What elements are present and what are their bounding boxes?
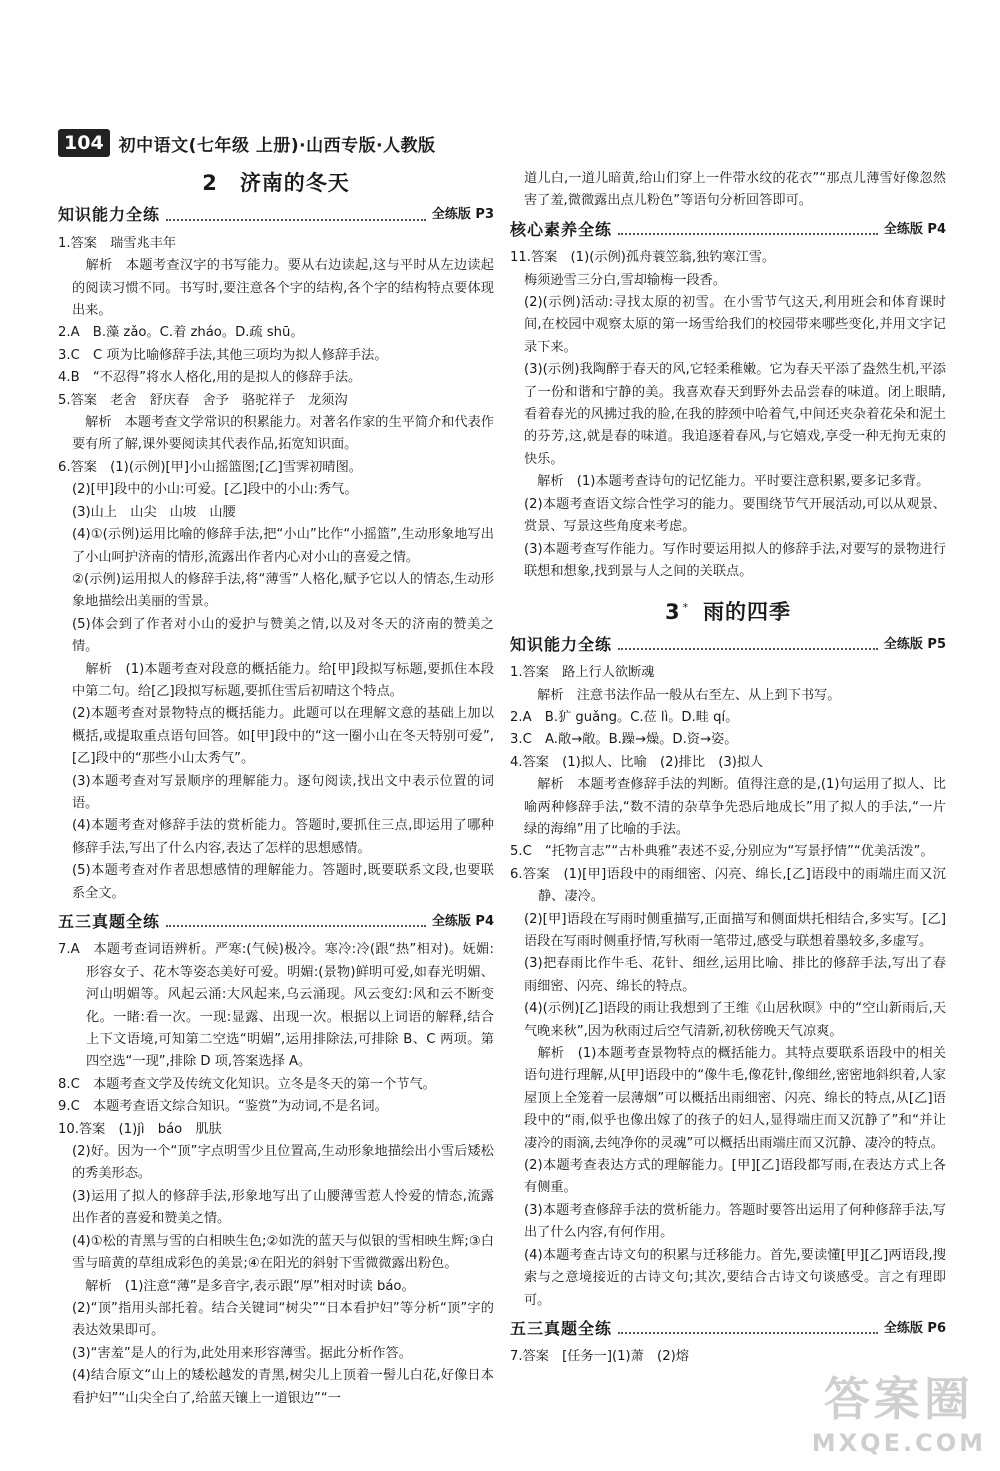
text-line: (3)山上 山尖 山坡 山腰 [72,504,236,520]
answer-block [510,168,946,213]
section-page: 全练版 P4 [431,914,494,929]
section-header [510,219,946,241]
text-line: 10.答案 (1)jì báo 肌肤 [58,1121,222,1137]
lesson-name: 雨的四季 [703,600,792,625]
lesson-number: 3 [664,600,681,625]
text-line: (3)本题考查写作能力。写作时要运用拟人的修辞手法,对要写的景物进行联想和想象,找到景与人之间的关联点。 [524,541,946,579]
text-line: (2)本题考查对景物特点的概括能力。此题可以在理解文意的基础上加以概括,或提取重点语句回答。如[甲]段中的“这一圈小山在冬天特别可爱”,[乙]段中的“那些小山太秀气”。 [72,706,494,767]
watermark-url: MXQE.COM [811,1429,986,1457]
text-line: 解析 注意书法作品一般从右至左、从上到下书写。 [524,687,841,703]
text-line: (3)运用了拟人的修辞手法,形象地写出了山腰薄雪惹人怜爱的情态,流露出作者的喜爱和赞美之情。 [72,1188,494,1227]
text-line: 7.答案 [任务一](1)萧 (2)熔 [510,1349,689,1365]
text-line: 梅须逊雪三分白,雪却输梅一段香。 [524,272,727,288]
lesson-number: 2 [202,171,218,195]
section-title: 知识能力全练 [58,205,161,225]
text-line: (4)本题考查对修辞手法的赏析能力。答题时,要抓住三点,即运用了哪种修辞手法,写出了什么内容,表达了怎样的思想感情。 [72,818,494,856]
text-line: (3)(示例)我陶醉于春天的风,它轻柔稚嫩。它为春天平添了盎然生机,平添了一份和谐和宁静的美。我喜欢春天到野外去品尝春的味道。闭上眼睛,看着春光的风拂过我的脸,在我的脖颈中哈着气,中间还夹杂着花朵和泥土的芬芳,这,就是春的味道。我追逐着春风,与它嬉戏,享受一种无拘无束的快乐。 [524,362,946,467]
text-line: (2)“顶”指用头部托着。结合关键词“树尖”“日本看护妇”等分析“顶”字的表达效果即可。 [72,1300,494,1339]
text-line: 解析 本题考查汉字的书写能力。要从右边读起,这与平时从左边读起的阅读习惯不同。书写时,要注意各个字的结构,各个字的结构特点要体现出来。 [72,258,494,319]
text-line: 解析 (1)本题考查景物特点的概括能力。其特点要联系语段中的相关语句进行理解,从[甲]语段中的“像牛毛,像花针,像细丝,密密地斜织着,人家屋顶上全笼着一层薄烟”可以概括出雨细密、闪亮、绵长的特点,从[乙]语段中的“雨,似乎也像出嫁了的孩子的妇人,显得端庄而又沉静了”和“并让凄冷的雨滴,去纯净你的灵魂”可以概括出雨端庄而又沉静、凄冷的特点。 [524,1046,946,1151]
text-line: (4)(示例)[乙]语段的雨让我想到了王维《山居秋暝》中的“空山新雨后,天气晚来秋”,因为秋雨过后空气清新,初秋傍晚天气凉爽。 [524,1001,946,1039]
text-line: 2.A B.犷 guǎng。C.莅 lì。D.畦 qí。 [510,709,739,725]
section-page: 全练版 P3 [431,207,494,223]
text-line: 4.答案 (1)拟人、比喻 (2)排比 (3)拟人 [510,754,764,770]
lesson-name: 济南的冬天 [239,171,350,195]
text-line: (4)①(示例)运用比喻的修辞手法,把“小山”比作“小摇篮”,生动形象地写出了小山呵护济南的情形,流露出作者内心对小山的喜爱之情。 [72,527,494,565]
section-title: 核心素养全练 [510,219,613,239]
text-line: (4)本题考查古诗文句的积累与迁移能力。首先,要读懂[甲][乙]两语段,搜索与之意境接近的古诗文句;其次,要结合古诗文句谈感受。言之有理即可。 [524,1247,946,1308]
text-line: (5)体会到了作者对小山的爱护与赞美之情,以及对冬天的济南的赞美之情。 [72,616,494,655]
section-header [510,634,946,656]
text-line: 6.答案 (1)[甲]语段中的雨细密、闪亮、绵长,[乙]语段中的雨端庄而又沉静、凄冷。 [510,866,946,905]
text-line: (2)好。因为一个“顶”字点明雪少且位置高,生动形象地描绘出小雪后矮松的秀美形态。 [72,1144,494,1182]
text-line: (2)[甲]语段在写雨时侧重描写,正面描写和侧面烘托相结合,多实写。[乙]语段在写雨时侧重抒情,写秋雨一笔带过,感受与联想着墨较多,多虚写。 [524,911,946,949]
text-line: 1.答案 瑞雪兆丰年 [58,235,177,251]
section-page: 全练版 P6 [883,1320,946,1336]
watermark [812,1363,986,1457]
text-line: 1.答案 路上行人欲断魂 [510,665,655,681]
page-number: 104 [58,129,110,157]
section-page: 全练版 P5 [883,636,946,652]
text-line: 解析 (1)本题考查对段意的概括能力。给[甲]段拟写标题,要抓住本段中第二句。给[乙]段拟写标题,要抓住雪后初晴这个特点。 [72,661,494,699]
text-line: ②(示例)运用拟人的修辞手法,将“薄雪”人格化,赋予它以人的情态,生动形象地描绘出美丽的雪景。 [72,571,494,610]
text-line: 11.答案 (1)(示例)孤舟蓑笠翁,独钓寒江雪。 [510,250,776,266]
section-title: 五三真题全练 [510,1318,613,1338]
text-line: (4)结合原文“山上的矮松越发的青黑,树尖儿上顶着一髻儿白花,好像日本看护妇”“山尖全白了,给蓝天镶上一道银边”“一 [72,1368,494,1406]
section-page: 全练版 P4 [883,221,946,237]
text-line: (2)本题考查表达方式的理解能力。[甲][乙]语段都写雨,在表达方式上各有侧重。 [524,1158,946,1196]
text-line: 2.A B.藻 zǎo。C.着 zháo。D.疏 shū。 [58,325,304,341]
text-line: (3)把春雨比作牛毛、花针、细丝,运用比喻、排比的修辞手法,写出了春雨细密、闪亮、绵长的特点。 [524,956,946,994]
text-line: 解析 本题考查文学常识的积累能力。对著名作家的生平简介和代表作要有所了解,课外要阅读其代表作品,拓宽知识面。 [72,415,494,453]
section-header [58,911,494,933]
section-title: 五三真题全练 [58,912,161,931]
right-column [510,168,946,1369]
text-line: 7.A 本题考查词语辨析。严寒:(气候)极冷。寒冷:冷(跟“热”相对)。妩媚:形容女子、花木等姿态美好可爱。明媚:(景物)鲜明可爱,如春光明媚、河山明媚等。风起云涌:大风起来,乌云涌现。风云变幻:风和云不断变化。一睹:看一次。一现:显露、出现一次。根据以上词语的解释,结合上下文语境,可知第二空选“明媚”,运用排除法,可排除 B、C 两项。第四空选“一现”,排除 D 项,答案选择 A。 [58,942,494,1070]
text-line: 解析 本题考查修辞手法的判断。值得注意的是,(1)句运用了拟人、比喻两种修辞手法,“数不清的杂草争先恐后地成长”用了拟人的手法,“一片绿的海绵”用了比喻的手法。 [524,777,946,837]
text-line: (3)本题考查修辞手法的赏析能力。答题时要答出运用了何种修辞手法,写出了什么内容,有何作用。 [524,1202,946,1241]
lesson-title [510,597,946,623]
section-header [58,204,494,226]
answer-block [58,233,494,905]
text-line: (2)[甲]段中的小山:可爱。[乙]段中的小山:秀气。 [72,482,358,498]
text-line: 9.C 本题考查语文综合知识。“鉴赏”为动词,不是名词。 [58,1099,388,1115]
answer-block [510,662,946,1312]
text-line: 4.B “不忍得”将水人格化,用的是拟人的修辞手法。 [58,370,362,386]
text-line: 3.C A.敞→敞。B.躁→燥。D.资→姿。 [510,732,738,748]
text-line: 解析 (1)本题考查诗句的记忆能力。平时要注意积累,要多记多背。 [524,474,930,490]
text-line: 5.C “托物言志”“古朴典雅”表述不妥,分别应为“写景抒情”“优美活泼”。 [510,844,934,860]
text-line: (3)“害羞”是人的行为,此处用来形容薄雪。据此分析作答。 [72,1345,412,1361]
page-header [58,124,436,162]
text-line: (2)(示例)活动:寻找太原的初雪。在小雪节气这天,利用班会和体育课时间,在校园中观察太原的第一场雪给我们的校园带来哪些变化,并用文字记录下来。 [524,295,946,355]
text-line: 8.C 本题考查文学及传统文化知识。立冬是冬天的第一个节气。 [58,1076,436,1092]
text-line: 5.答案 老舍 舒庆春 舍予 骆驼祥子 龙须沟 [58,392,348,408]
watermark-brand: 答案圈 [823,1372,974,1426]
section-header [510,1318,946,1340]
section-title: 知识能力全练 [510,634,613,654]
text-line: 解析 (1)注意“薄”是多音字,表示跟“厚”相对时读 báo。 [72,1278,415,1294]
text-line: 道儿白,一道儿暗黄,给山们穿上一件带水纹的花衣”“那点儿薄雪好像忽然害了羞,微微露出点儿粉色”等语句分析回答即可。 [524,171,946,209]
left-column [58,168,494,1410]
answer-block [510,247,946,583]
text-line: (5)本题考查对作者思想感情的理解能力。答题时,既要联系文段,也要联系全文。 [72,863,494,901]
series-title: 初中语文(七年级 上册)·山西专版·人教版 [118,135,436,156]
text-line: (2)本题考查语文综合性学习的能力。要围绕节气开展活动,可以从观景、赏景、写景这些角度来考虑。 [524,496,946,535]
text-line: (3)本题考查对写景顺序的理解能力。逐句阅读,找出文中表示位置的词语。 [72,773,494,811]
text-line: 3.C C 项为比喻修辞手法,其他三项均为拟人修辞手法。 [58,347,388,363]
text-line: (4)①松的青黑与雪的白相映生色;②如洗的蓝天与似银的雪相映生辉;③白雪与暗黄的草组成彩色的美景;④在阳光的斜射下雪微微露出粉色。 [72,1233,494,1272]
answer-block [58,939,494,1410]
lesson-title [58,172,494,194]
text-line: 6.答案 (1)(示例)[甲]小山摇篮图;[乙]雪霁初晴图。 [58,459,362,475]
lesson-mark: * [682,601,690,615]
